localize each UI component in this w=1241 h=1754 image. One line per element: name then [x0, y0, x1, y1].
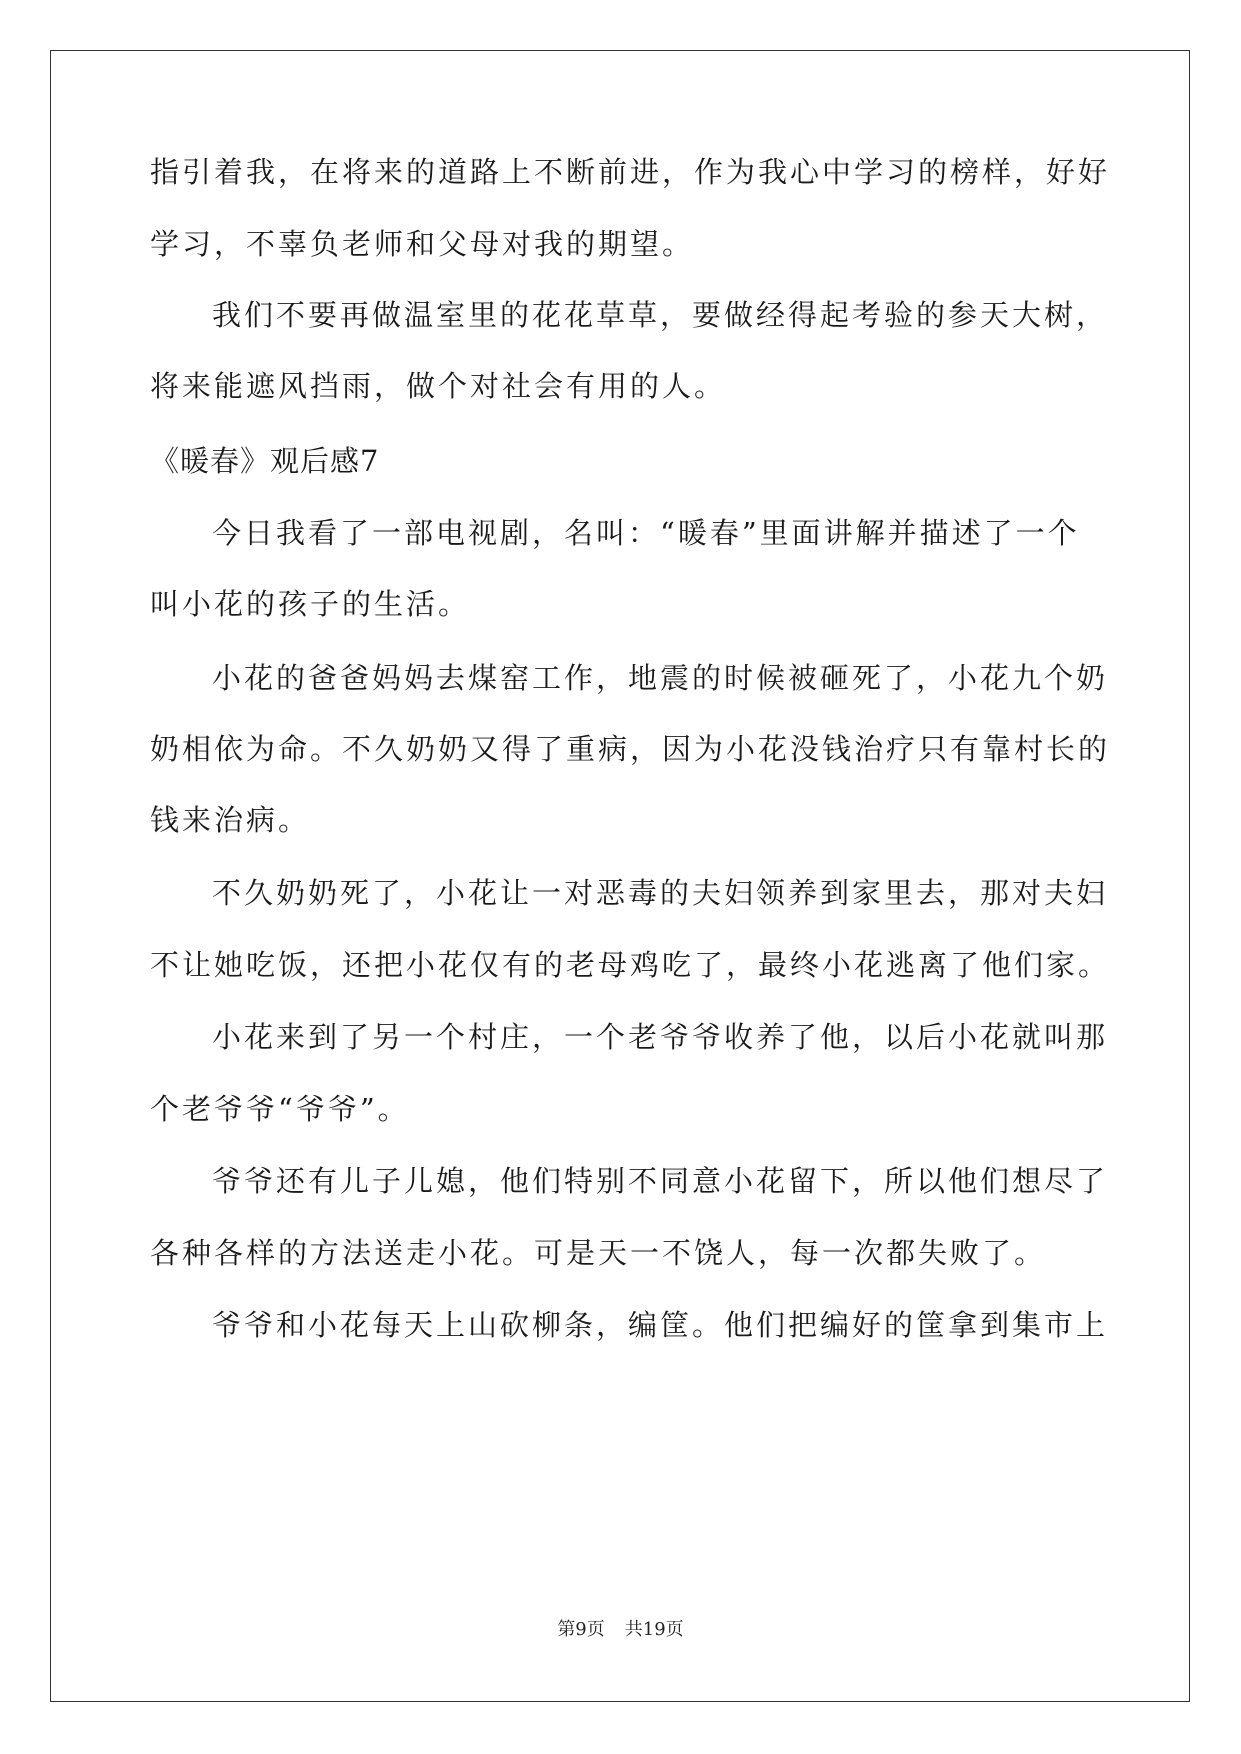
text-line: 不久奶奶死了，小花让一对恶毒的夫妇领养到家里去，那对夫妇 [212, 876, 1109, 910]
text-line: 小花的爸爸妈妈去煤窑工作，地震的时候被砸死了，小花九个奶 [212, 661, 1109, 695]
text-line: 爷爷和小花每天上山砍柳条，编筐。他们把编好的筐拿到集市上 [212, 1308, 1109, 1342]
total-pages: 共19页 [624, 1619, 684, 1640]
section-heading: 《暖春》观后感7 [150, 444, 380, 478]
text-line: 将来能遮风挡雨，做个对社会有用的人。 [150, 369, 727, 403]
text-line: 今日我看了一部电视剧，名叫：“暖春”里面讲解并描述了一个 [212, 516, 1080, 550]
text-line: 我们不要再做温室里的花花草草，要做经得起考验的参天大树， [212, 298, 1109, 332]
page-number: 第9页 [557, 1619, 605, 1640]
text-line: 指引着我，在将来的道路上不断前进，作为我心中学习的榜样，好好 [150, 155, 1111, 189]
page-footer [0, 1618, 1241, 1642]
text-line: 学习，不辜负老师和父母对我的期望。 [150, 227, 695, 261]
text-line: 个老爷爷“爷爷”。 [150, 1092, 410, 1126]
text-line: 不让她吃饭，还把小花仅有的老母鸡吃了，最终小花逃离了他们家。 [150, 948, 1111, 982]
text-line: 各种各样的方法送走小花。可是天一不饶人，每一次都失败了。 [150, 1236, 1047, 1270]
text-line: 叫小花的孩子的生活。 [150, 587, 471, 621]
text-line: 爷爷还有儿子儿媳，他们特别不同意小花留下，所以他们想尽了 [212, 1164, 1109, 1198]
text-line: 钱来治病。 [150, 803, 311, 837]
text-line: 小花来到了另一个村庄，一个老爷爷收养了他，以后小花就叫那 [212, 1020, 1109, 1054]
text-line: 奶相依为命。不久奶奶又得了重病，因为小花没钱治疗只有靠村长的 [150, 732, 1111, 766]
